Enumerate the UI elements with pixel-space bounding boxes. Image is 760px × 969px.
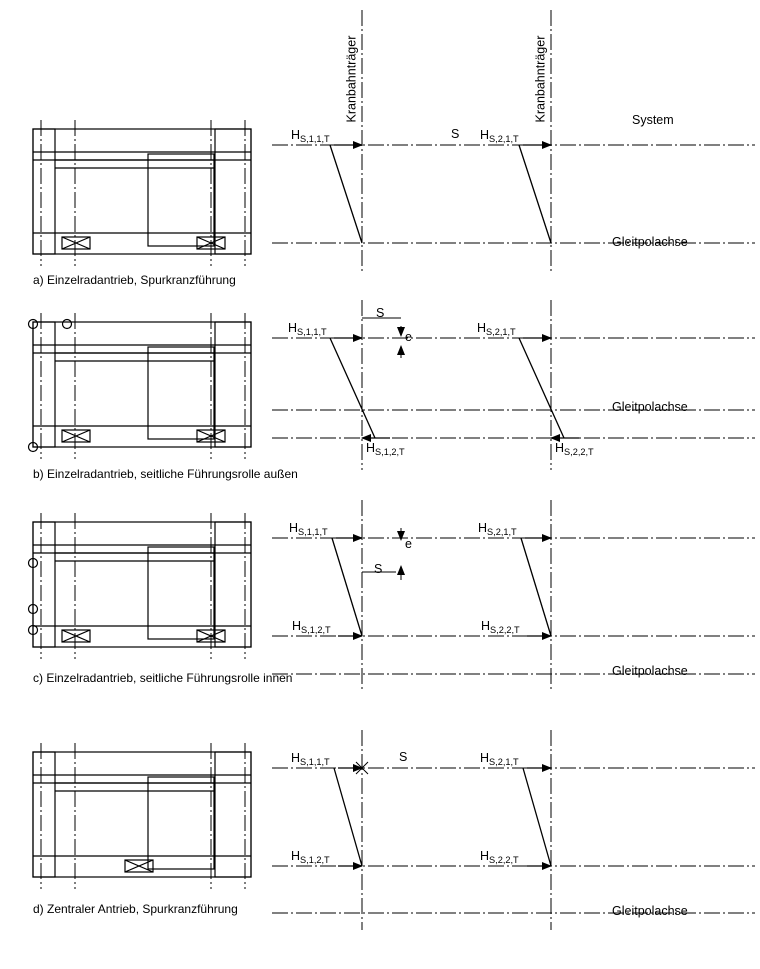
- force-sub: S,1,1,T: [300, 756, 330, 767]
- panel-a-force-h111: [291, 129, 330, 142]
- panel-c-axis-label: Gleitpolachse: [612, 664, 688, 678]
- panel-a-span-label: S: [451, 127, 460, 141]
- panel-b-force-h211: [477, 322, 516, 335]
- panel-d-force-h212: [480, 850, 519, 863]
- force-sub: S,1,1,T: [297, 326, 327, 337]
- force-sub: S,2,1,T: [486, 326, 516, 337]
- panel-a-axis-label: Gleitpolachse: [612, 235, 688, 249]
- force-h: H: [480, 849, 490, 863]
- panel-c-crane-plan: [29, 522, 252, 647]
- panel-b-force-h212: [555, 442, 594, 455]
- force-sub: S,2,1,T: [489, 756, 519, 767]
- force-h: H: [291, 849, 301, 863]
- panel-a-caption: a) Einzelradantrieb, Spurkranzführung: [33, 273, 236, 287]
- panel-c-span-label: S: [374, 562, 383, 576]
- force-h: H: [289, 521, 299, 535]
- panel-b-crane-plan: [29, 320, 252, 452]
- force-sub: S,2,1,T: [487, 526, 517, 537]
- force-h: H: [366, 441, 376, 455]
- force-sub: S,1,1,T: [298, 526, 328, 537]
- panel-d-force-h211: [480, 752, 519, 765]
- force-sub: S,1,2,T: [375, 446, 405, 457]
- panel-d-span-label: S: [399, 750, 408, 764]
- system-title: System: [632, 113, 674, 127]
- panel-d-crane-plan: [33, 752, 251, 877]
- panel-a-force-h211: [480, 129, 519, 142]
- panel-d-caption: d) Zentraler Antrieb, Spurkranzführung: [33, 902, 238, 916]
- force-sub: S,2,2,T: [489, 854, 519, 865]
- panel-c-force-h111: [289, 522, 328, 535]
- force-h: H: [555, 441, 565, 455]
- force-h: H: [291, 751, 301, 765]
- panel-b-axis-label: Gleitpolachse: [612, 400, 688, 414]
- girder-label-right: Kranbahnträger: [533, 35, 548, 123]
- force-sub: S,1,2,T: [300, 854, 330, 865]
- force-sub: S,1,2,T: [301, 624, 331, 635]
- force-sub: S,2,1,T: [489, 133, 519, 144]
- force-h: H: [477, 321, 487, 335]
- force-sub: S,1,1,T: [300, 133, 330, 144]
- force-sub: S,2,2,T: [564, 446, 594, 457]
- panel-c-force-system: [332, 500, 551, 690]
- panel-b-caption: b) Einzelradantrieb, seitliche Führungsrolle außen: [33, 467, 298, 481]
- panel-d-axis-label: Gleitpolachse: [612, 904, 688, 918]
- panel-b-force-h112: [366, 442, 405, 455]
- panel-c-force-h211: [478, 522, 517, 535]
- panel-c-force-h112: [292, 620, 331, 633]
- force-h: H: [291, 128, 301, 142]
- panel-c-ecc-label: e: [405, 537, 412, 551]
- panel-b-ecc-label: e: [405, 330, 412, 344]
- force-h: H: [480, 128, 490, 142]
- panel-c-force-h212: [481, 620, 520, 633]
- panel-a-crane-plan: [33, 129, 251, 254]
- force-h: H: [478, 521, 488, 535]
- force-h: H: [292, 619, 302, 633]
- panel-d-force-h111: [291, 752, 330, 765]
- force-sub: S,2,2,T: [490, 624, 520, 635]
- force-h: H: [480, 751, 490, 765]
- girder-label-left: Kranbahnträger: [344, 35, 359, 123]
- panel-b-span-label: S: [376, 306, 385, 320]
- force-h: H: [288, 321, 298, 335]
- panel-c-caption: c) Einzelradantrieb, seitliche Führungsrolle innen: [33, 671, 293, 685]
- panel-d-force-h112: [291, 850, 330, 863]
- force-h: H: [481, 619, 491, 633]
- panel-b-force-h111: [288, 322, 327, 335]
